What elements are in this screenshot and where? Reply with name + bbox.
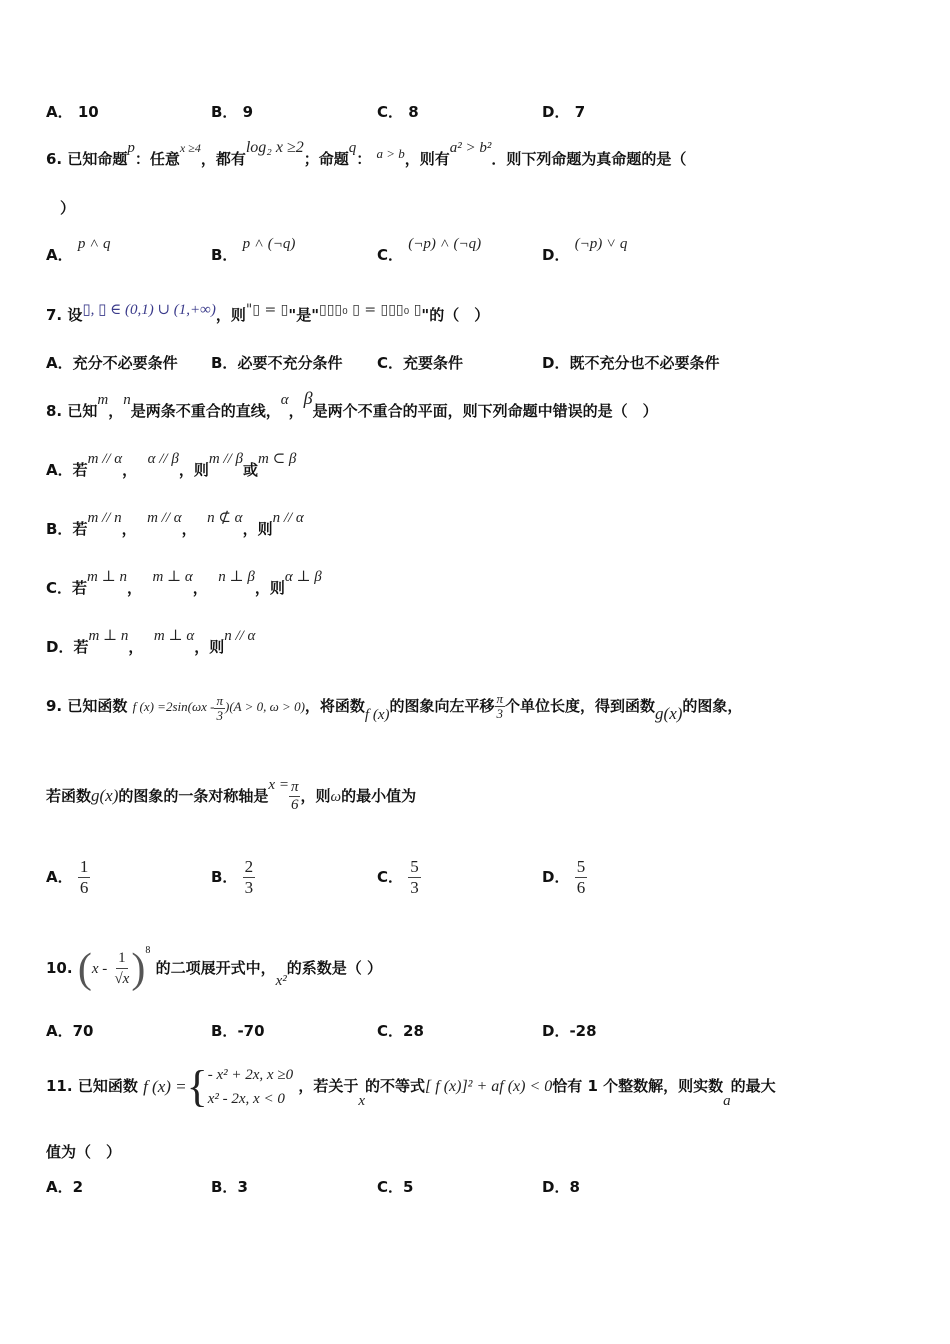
q10-option-d[interactable]: D．-28 xyxy=(542,1022,597,1040)
q9-function-definition: f (x) =2sin(ωx - $\frac{\pi}{3}$ )(A > 0, ω > 0) xyxy=(132,692,305,723)
q5-option-d[interactable]: D． 7 xyxy=(542,103,586,121)
q6-option-c[interactable]: C． (¬p) ˄ (¬q) xyxy=(377,236,482,264)
q9-option-a[interactable]: A． $\frac{1}{6}$ xyxy=(46,857,89,897)
q5-option-c[interactable]: C． 8 xyxy=(377,103,419,121)
q7-stem: 7. 设▯, ▯ ∈ (0,1) ∪ (1,+∞)，则"▯ = ▯"是"▯▯▯₀ ▯ = ▯▯▯₀ ▯"的（ ） xyxy=(46,302,490,324)
q8-option-a[interactable]: A．若m // α， α // β，则m // β或m ⊂ β xyxy=(46,451,297,479)
q9-shift-fraction: $\frac{\pi}{3}$ xyxy=(496,691,504,721)
q6-stem: 6. 已知命题p：任意x ≥4，都有log₂ x ≥2；命题q： a > b，则有a² > b²．则下列命题为真命题的是（ xyxy=(46,139,687,168)
q6-option-a[interactable]: A． p ˄ q xyxy=(46,236,111,264)
q9-option-c[interactable]: C． $\frac{5}{3}$ xyxy=(377,857,419,897)
q11-stem: 11. 已知函数 f (x) = { - x² + 2x, x ≥0 x² - 2x, x < 0 ，若关于x的不等式[ f (x)]² + af (x) < 0恰有 1 个整数解，则实数a的最大 xyxy=(46,1058,776,1114)
q7-option-d[interactable]: D．既不充分也不必要条件 xyxy=(542,354,720,372)
q10-option-b[interactable]: B．-70 xyxy=(211,1022,265,1040)
q11-option-b[interactable]: B．3 xyxy=(211,1178,248,1196)
q6-option-d[interactable]: D． (¬p) ˅ q xyxy=(542,236,628,264)
q10-option-a[interactable]: A．70 xyxy=(46,1022,94,1040)
q9-option-b[interactable]: B． $\frac{2}{3}$ xyxy=(211,857,254,897)
q7-option-c[interactable]: C．充要条件 xyxy=(377,354,464,372)
q5-option-b[interactable]: B． 9 xyxy=(211,103,254,121)
q5-option-a[interactable]: A． 10 xyxy=(46,103,99,121)
q9-option-d[interactable]: D． $\frac{5}{6}$ xyxy=(542,857,586,897)
q6-option-b[interactable]: B． p ˄ (¬q) xyxy=(211,236,296,264)
q11-piecewise-function: f (x) = { - x² + 2x, x ≥0 x² - 2x, x < 0 xyxy=(143,1061,294,1111)
q7-option-a[interactable]: A．充分不必要条件 xyxy=(46,354,178,372)
q9-stem: 9. 已知函数 f (x) =2sin(ωx - $\frac{\pi}{3}$ )(A > 0, ω > 0)，将函数f (x)的图象向左平移 $\frac{\pi}{3}$ 个单位长度，得到函数g(x)的图象， xyxy=(46,691,743,723)
q8-option-c[interactable]: C．若m ⊥ n， m ⊥ α， n ⊥ β，则α ⊥ β xyxy=(46,569,322,597)
q6-stem-close: ） xyxy=(60,199,76,217)
q11-option-a[interactable]: A．2 xyxy=(46,1178,84,1196)
q11-stem-cont: 值为（ ） xyxy=(46,1143,122,1161)
q8-option-b[interactable]: B．若m // n， m // α， n ⊄ α，则n // α xyxy=(46,510,304,538)
q9-axis-fraction: $\frac{\pi}{6}$ xyxy=(290,779,299,813)
q9-stem-cont: 若函数g(x)的图象的一条对称轴是x = $\frac{\pi}{6}$ ，则ω的最小值为 xyxy=(46,777,417,813)
q8-option-d[interactable]: D．若m ⊥ n， m ⊥ α，则n // α xyxy=(46,628,256,656)
q8-stem: 8. 已知m，n是两条不重合的直线，α，β是两个不重合的平面，则下列命题中错误的是（ ） xyxy=(46,388,658,420)
q7-option-b[interactable]: B．必要不充分条件 xyxy=(211,354,343,372)
q10-option-c[interactable]: C．28 xyxy=(377,1022,424,1040)
q10-stem: 10. ( x - $\frac{1}{√x}$ ) 8 的二项展开式中，x²的系数是（ ） xyxy=(46,938,382,998)
q11-option-d[interactable]: D．8 xyxy=(542,1178,580,1196)
q11-option-c[interactable]: C．5 xyxy=(377,1178,414,1196)
q10-binomial: ( x - $\frac{1}{√x}$ ) 8 xyxy=(77,944,151,992)
